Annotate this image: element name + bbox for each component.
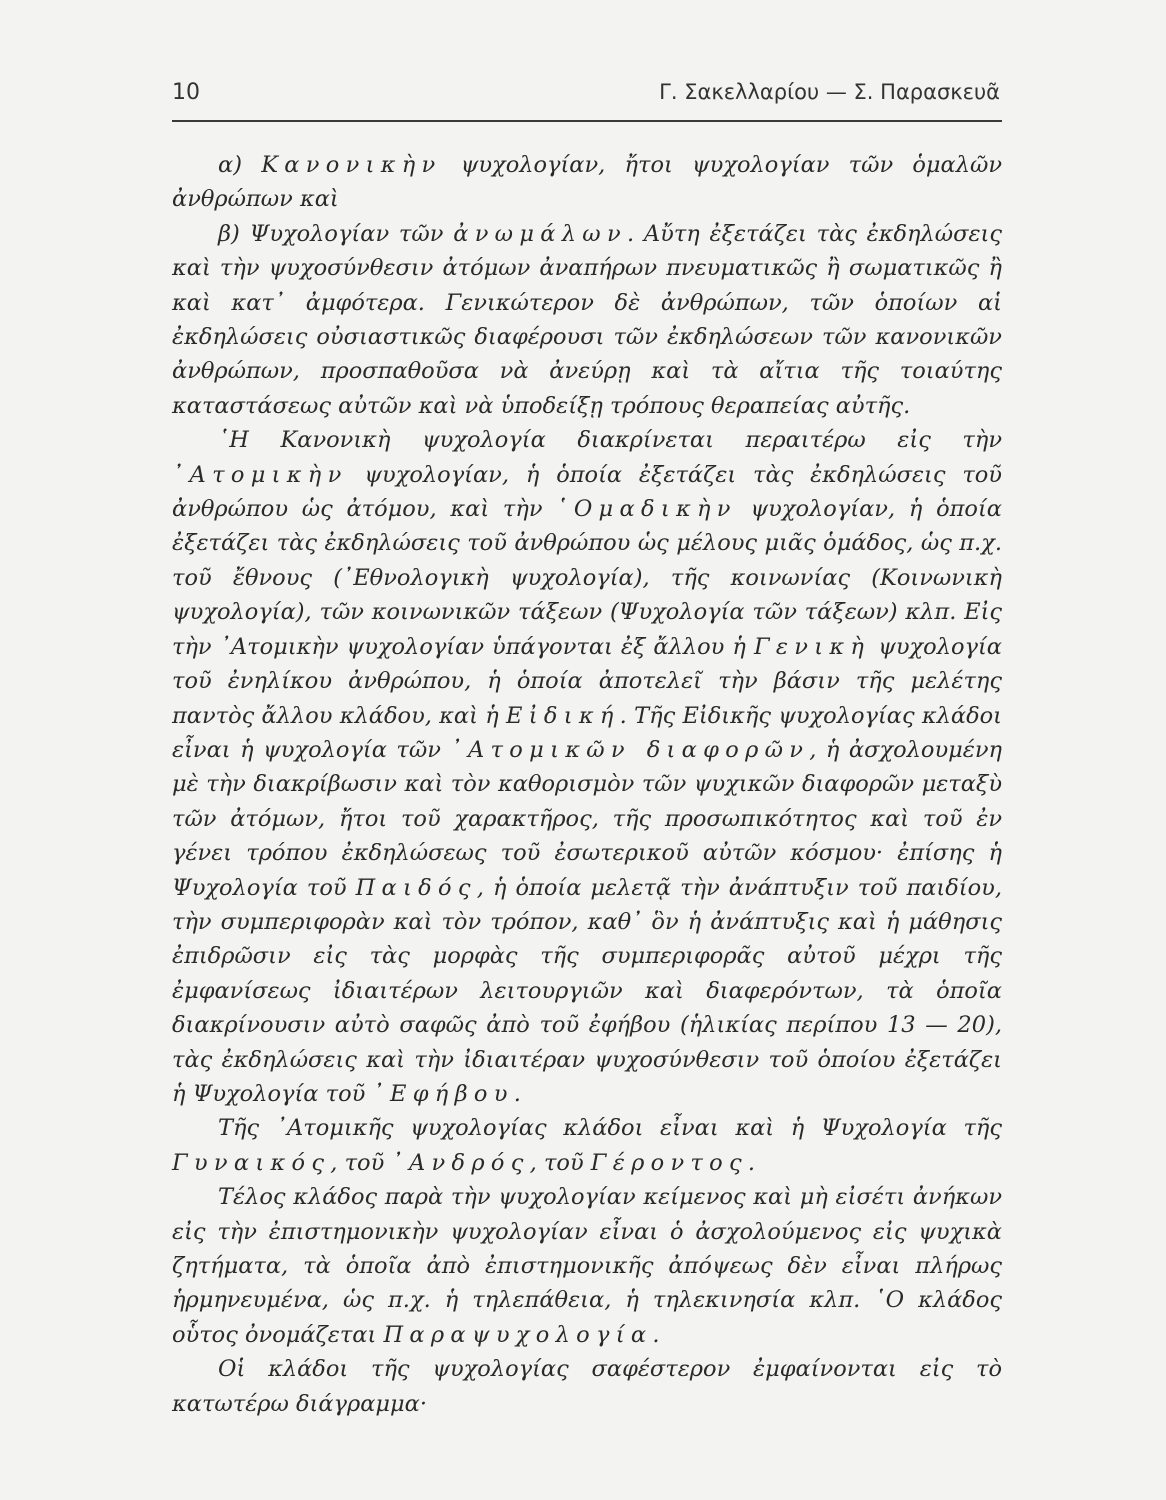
spaced-term: ᾽Ατομικῶν διαφορῶν — [450, 736, 810, 763]
running-head: Γ. Σακελλαρίου — Σ. Παρασκευᾶ — [659, 80, 1000, 104]
page-header — [172, 80, 1000, 120]
paragraph-parapsychology — [172, 1180, 1002, 1352]
spaced-term: ᾽Εφήβου — [372, 1080, 514, 1107]
text-run: ῾Η Κανονικὴ ψυχολογία διακρίνεται περαιτέρω εἰς τὴν — [218, 427, 1002, 454]
spaced-term: Γυναικός — [172, 1149, 331, 1176]
text-run: . Αὔτη ἐξετάζει τὰς ἐκδηλώσεις καὶ τὴν ψυχοσύνθεσιν ἀτόμων ἀναπήρων πνευματικῶς ἢ σωματικῶς ἢ καὶ κατ᾽ ἀμφότερα. Γενικώτερον δὲ ἀνθρώπων, τῶν ὁποίων αἱ ἐκδηλώσεις οὐσιαστικῶς διαφέρουσι τῶν ἐκδηλώσεων τῶν κανονικῶν ἀνθρώπων, προσπαθοῦσα νὰ ἀνεύρῃ καὶ τὰ αἴτια τῆς τοιαύτης καταστάσεως αὐτῶν καὶ νὰ ὑποδείξῃ τρόπους θεραπείας αὐτῆς. — [172, 220, 1002, 419]
spaced-term: Γέροντος — [590, 1149, 748, 1176]
spaced-term: ᾽Ατομικὴν — [172, 461, 348, 488]
text-run: Οἱ κλάδοι τῆς ψυχολογίας σαφέστερον ἐμφαίνονται εἰς τὸ κατωτέρω διάγραμμα· — [172, 1356, 1002, 1417]
paragraph-normal-psychology — [172, 148, 1002, 217]
text-run: ψυχολογίαν, ἡ ὁποία ἐξετάζει τὰς ἐκδηλώσεις τοῦ ἀνθρώπου ὡς μέλους μιᾶς ὁμάδος, ὡς π.χ. τοῦ ἔθνους (᾽Εθνολογικὴ ψυχολογία), τῆς κοινωνίας (Κοινωνικὴ ψυχολογία), τῶν κοινωνικῶν τάξεων (Ψυχολογία τῶν τάξεων) κλπ. Εἰς τὴν ᾽Ατομικὴν ψυχολογίαν ὑπάγονται ἐξ ἄλλου ἡ — [172, 496, 1002, 660]
text-run: , τοῦ — [330, 1149, 392, 1176]
text-run: ψυχολογίαν, ἡ ὁποία ἐξετάζει τὰς ἐκδηλώσεις τοῦ ἀνθρώπου ὡς ἀτόμου, καὶ τὴν — [172, 461, 1002, 523]
spaced-term: ἀνωμάλων — [453, 220, 627, 247]
text-run: Τῆς ᾽Ατομικῆς ψυχολογίας κλάδοι εἶναι καὶ ἡ Ψυχολογία τῆς — [218, 1115, 1002, 1142]
header-rule — [172, 120, 1002, 122]
paragraph-diagram-intro — [172, 1352, 1002, 1421]
paragraph-abnormal-psychology — [172, 217, 1002, 423]
text-run: . — [652, 1321, 660, 1348]
page-number: 10 — [172, 80, 200, 105]
text-run: ψυχολογίαν, ἤτοι ψυχολογίαν τῶν ὁμαλῶν ἀνθρώπων καὶ — [172, 152, 1003, 213]
text-run: , τοῦ — [529, 1149, 591, 1176]
text-run: ψυχολογία τοῦ ἐνηλίκου ἀνθρώπου, ἡ ὁποία ἀποτελεῖ τὴν βάσιν τῆς μελέτης παντὸς ἄλλου κλάδου, καὶ ἡ — [172, 633, 1002, 729]
spaced-term: Κανονικὴν — [261, 152, 442, 178]
text-run: . Τῆς Εἰδικῆς ψυχολογίας κλάδοι εἶναι ἡ ψυχολογία τῶν — [172, 702, 1003, 763]
spaced-term: Εἰδική — [506, 702, 620, 729]
paragraph-individual-branches — [172, 1111, 1002, 1180]
text-run: , ἡ ὁποία μελετᾷ τὴν ἀνάπτυξιν τοῦ παιδίου, τὴν συμπεριφορὰν καὶ τὸν τρόπον, καθ᾽ ὃν ἡ ἀνάπτυξις καὶ ἡ μάθησις ἐπιδρῶσιν εἰς τὰς μορφὰς τῆς συμπεριφορᾶς αὐτοῦ μέχρι τῆς ἐμφανίσεως ἰδιαιτέρων λειτουργιῶν καὶ διαφερόντων, τὰ ὁποῖα διακρίνουσιν αὐτὸ σαφῶς ἀπὸ τοῦ ἐφήβου (ἡλικίας περίπου 13 — 20), τὰς ἐκδηλώσεις καὶ τὴν ἰδιαιτέραν ψυχοσύνθεσιν τοῦ ὁποίου ἐξετάζει ἡ Ψυχολογία τοῦ — [172, 874, 1002, 1107]
text-run: . — [513, 1080, 521, 1107]
spaced-term: Παιδός — [355, 874, 477, 901]
text-run: β) Ψυχολογίαν τῶν — [218, 220, 454, 247]
text-run: , ἡ ἀσχολουμένη μὲ τὴν διακρίβωσιν καὶ τὸν καθορισμὸν τῶν ψυχικῶν διαφορῶν μεταξὺ τῶν ἀτόμων, ἤτοι τοῦ χαρακτῆρος, τῆς προσωπικότητος καὶ τοῦ ἐν γένει τρόπου ἐκδηλώσεως τοῦ ἐσωτερικοῦ αὐτῶν κόσμου· ἐπίσης ἡ Ψυχολογία τοῦ — [172, 736, 1002, 901]
paragraph-branches — [172, 423, 1002, 1111]
spaced-term: ᾽Ανδρός — [391, 1149, 530, 1176]
spaced-term: Γενικὴ — [753, 633, 871, 660]
text-run: . — [747, 1149, 756, 1176]
text-run: α) — [218, 152, 262, 178]
text-run: Τέλος κλάδος παρὰ τὴν ψυχολογίαν κείμενος καὶ μὴ εἰσέτι ἀνήκων εἰς τὴν ἐπιστημονικὴν ψυχολογίαν εἶναι ὁ ἀσχολούμενος εἰς ψυχικὰ ζητήματα, τὰ ὁποῖα ἀπὸ ἐπιστημονικῆς ἀπόψεως δὲν εἶναι πλήρως ἡρμηνευμένα, ὡς π.χ. ἡ τηλεπάθεια, ἡ τηλεκινησία κλπ. ῾Ο κλάδος οὗτος ὀνομάζεται — [172, 1184, 1002, 1348]
body-text — [172, 148, 1002, 1421]
spaced-term: ῾Ομαδικὴν — [556, 496, 737, 523]
spaced-term: Παραψυχολογία — [383, 1321, 653, 1348]
